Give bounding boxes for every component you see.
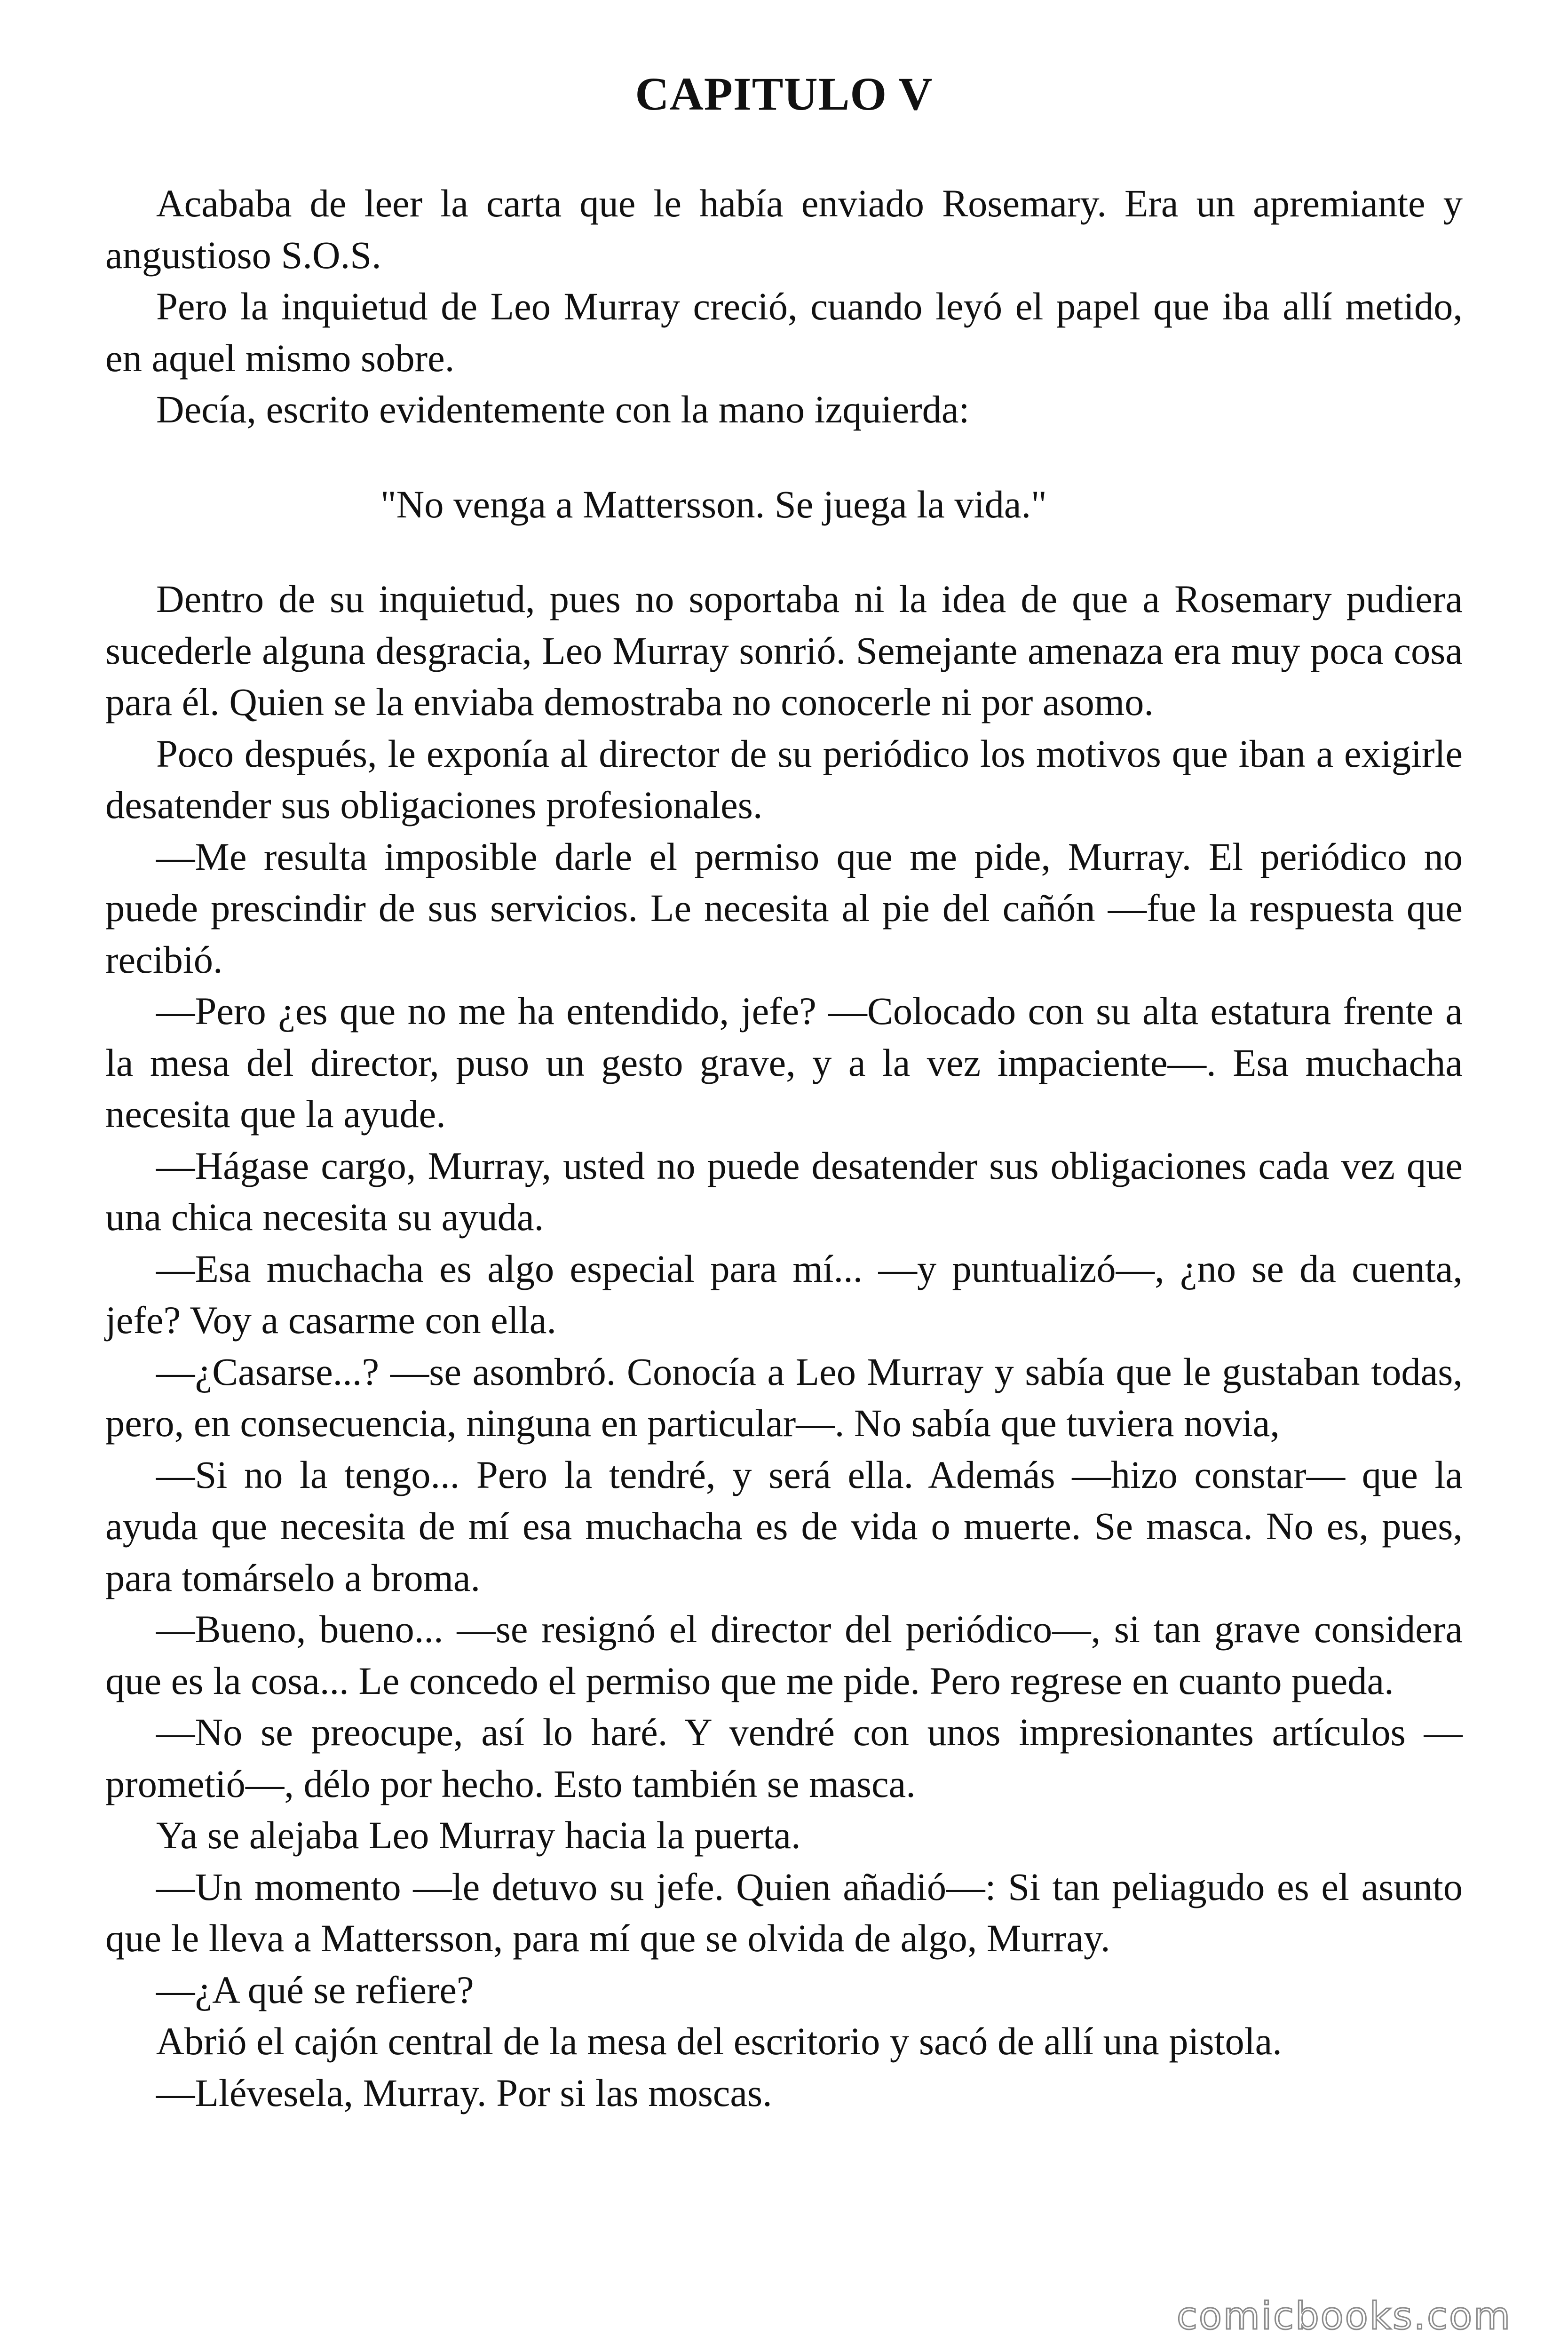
paragraph: —Si no la tengo... Pero la tendré, y será ella. Además —hizo constar— que la ayuda que necesita de mí esa muchacha es de vida o muerte. Se masca. No es, pues, para tomárselo a broma. [105, 1453, 1463, 1599]
paragraph: —Bueno, bueno... —se resignó el director del periódico—, si tan grave considera que es la cosa... Le concedo el permiso que me pide. Pero regrese en cuanto pueda. [105, 1607, 1463, 1702]
paragraph: Poco después, le exponía al director de su periódico los motivos que iban a exigirle desatender sus obligaciones profesionales. [105, 731, 1463, 826]
paragraph: —¿Casarse...? —se asombró. Conocía a Leo Murray y sabía que le gustaban todas, pero, en consecuencia, ninguna en particular—. No sabía que tuviera novia, [105, 1350, 1463, 1445]
paragraph: —Un momento —le detuvo su jefe. Quien añadió—: Si tan peliagudo es el asunto que le lleva a Mattersson, para mí que se olvida de algo, Murray. [105, 1865, 1463, 1960]
quoted-note: "No venga a Mattersson. Se juega la vida." [380, 482, 1047, 526]
watermark: comicbooks.com [1176, 2294, 1512, 2338]
paragraph: —Me resulta imposible darle el permiso que me pide, Murray. El periódico no puede prescindir de sus servicios. Le necesita al pie del cañón —fue la respuesta que recibió. [105, 834, 1463, 981]
paragraph: Ya se alejaba Leo Murray hacia la puerta. [156, 1813, 801, 1857]
paragraph: —Pero ¿es que no me ha entendido, jefe? —Colocado con su alta estatura frente a la mesa del director, puso un gesto grave, y a la vez impaciente—. Esa muchacha necesita que la ayude. [105, 989, 1463, 1136]
paragraph: —Llévesela, Murray. Por si las moscas. [156, 2071, 772, 2114]
paragraph: Pero la inquietud de Leo Murray creció, cuando leyó el papel que iba allí metido, en aquel mismo sobre. [105, 285, 1463, 380]
paragraph: Abrió el cajón central de la mesa del escritorio y sacó de allí una pistola. [156, 2019, 1282, 2063]
paragraph: Dentro de su inquietud, pues no soportaba ni la idea de que a Rosemary pudiera sucederle alguna desgracia, Leo Murray sonrió. Semejante amenaza era muy poca cosa para él. Quien se la enviaba demostraba no conocerle ni por asomo. [105, 577, 1463, 723]
paragraph: —Hágase cargo, Murray, usted no puede desatender sus obligaciones cada vez que una chica necesita su ayuda. [105, 1144, 1463, 1239]
paragraph: —¿A qué se refiere? [156, 1968, 474, 2011]
chapter-body [105, 178, 1463, 2119]
paragraph: Acababa de leer la carta que le había enviado Rosemary. Era un apremiante y angustioso S.O.S. [105, 182, 1463, 277]
paragraph: —Esa muchacha es algo especial para mí... —y puntualizó—, ¿no se da cuenta, jefe? Voy a casarme con ella. [105, 1247, 1463, 1342]
chapter-title: CAPITULO V [635, 68, 933, 120]
paragraph: Decía, escrito evidentemente con la mano izquierda: [156, 388, 970, 431]
paragraph: —No se preocupe, así lo haré. Y vendré con unos impresionantes artículos —prometió—, délo por hecho. Esto también se masca. [105, 1710, 1463, 1805]
